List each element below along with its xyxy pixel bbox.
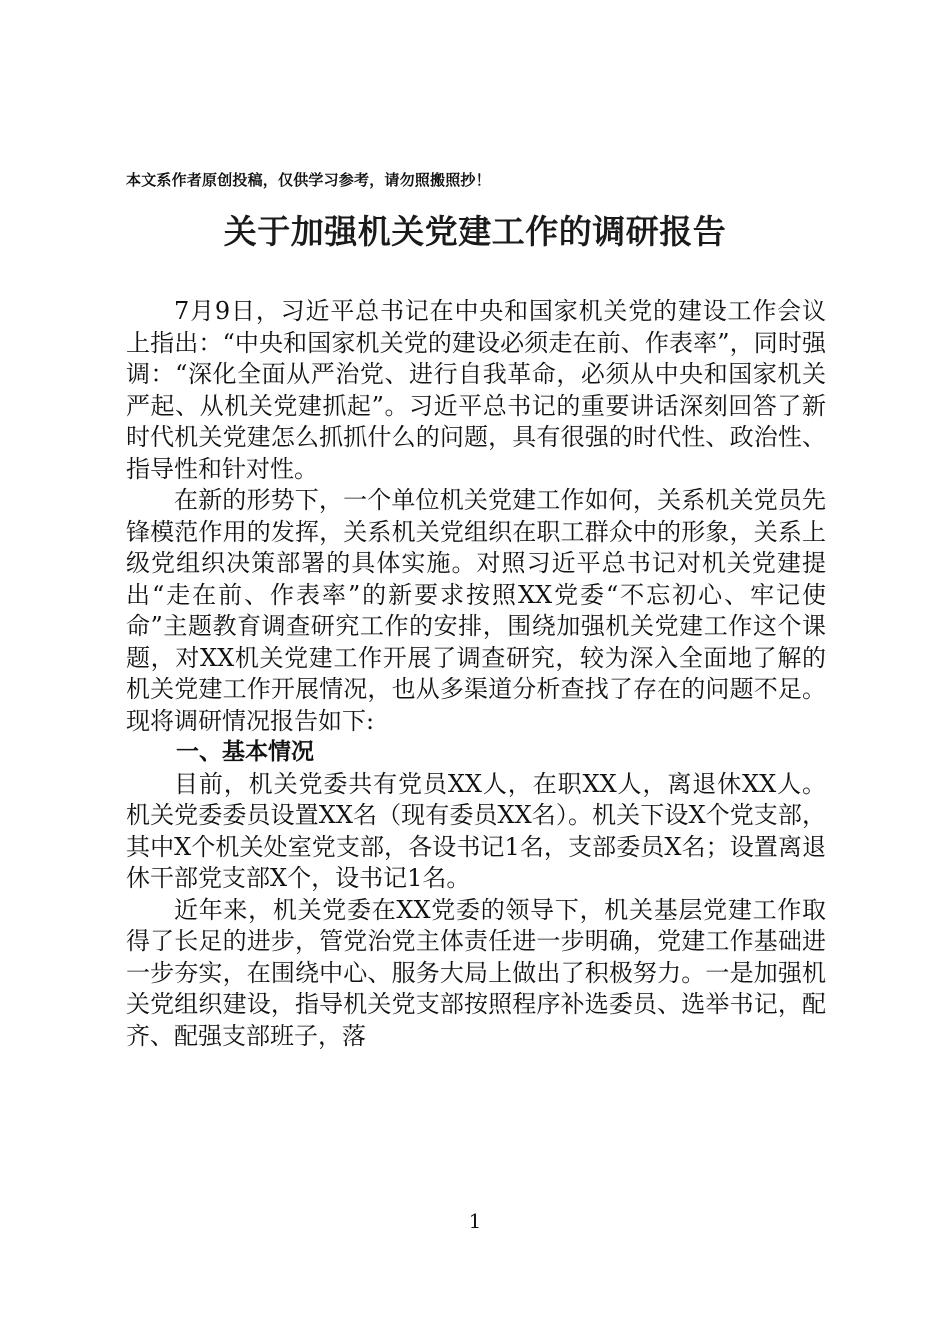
- copyright-notice: 本文系作者原创投稿，仅供学习参考，请勿照搬照抄！: [126, 171, 491, 189]
- paragraph-basic-info: 目前，机关党委共有党员XX人，在职XX人，离退休XX人。机关党委委员设置XX名（现有委员XX名）。机关下设X个党支部，其中X个机关处室党支部，各设书记1名，支部委员X名；设置离退休干部党支部X个，设书记1名。: [126, 769, 826, 892]
- page-number: 1: [468, 1209, 482, 1233]
- page-title: 关于加强机关党建工作的调研报告: [223, 212, 727, 251]
- section-heading: 一、基本情况: [176, 739, 314, 765]
- document-body: [126, 296, 826, 1052]
- paragraph-background: 在新的形势下，一个单位机关党建工作如何，关系机关党员先锋模范作用的发挥，关系机关党组织在职工群众中的形象，关系上级党组织决策部署的具体实施。对照习近平总书记对机关党建提出“走在前、作表率”的新要求按照XX党委“不忘初心、牢记使命”主题教育调查研究工作的安排，围绕加强机关党建工作这个课题，对XX机关党建工作开展了调查研究，较为深入全面地了解的机关党建工作开展情况，也从多渠道分析查找了存在的问题不足。现将调研情况报告如下:: [126, 486, 826, 735]
- paragraph-progress: 近年来，机关党委在XX党委的领导下，机关基层党建工作取得了长足的进步，管党治党主体责任进一步明确，党建工作基础进一步夯实，在围绕中心、服务大局上做出了积极努力。一是加强机关党组织建设，指导机关党支部按照程序补选委员、选举书记，配齐、配强支部班子，落: [126, 895, 826, 1050]
- paragraph-intro: 7月9日，习近平总书记在中央和国家机关党的建设工作会议上指出：“中央和国家机关党的建设必须走在前、作表率”，同时强调：“深化全面从严治党、进行自我革命，必须从中央和国家机关严起、从机关党建抓起”。习近平总书记的重要讲话深刻回答了新时代机关党建怎么抓抓什么的问题，具有很强的时代性、政治性、指导性和针对性。: [126, 297, 826, 483]
